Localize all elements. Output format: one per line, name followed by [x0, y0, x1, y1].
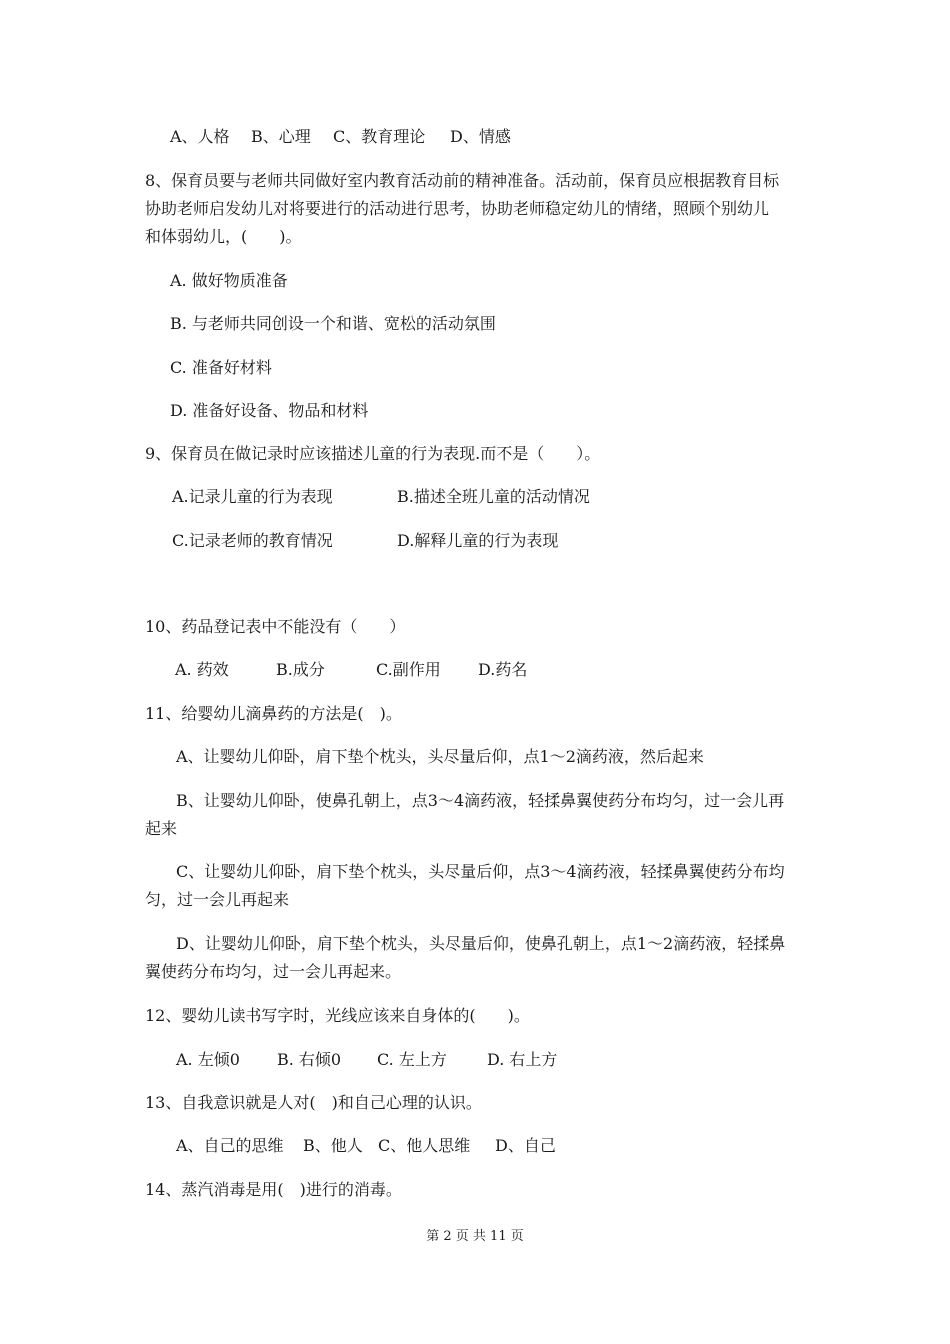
- q9-option-c: C.记录老师的教育情况: [172, 531, 333, 550]
- q13-option-c: C、他人思维: [378, 1136, 471, 1155]
- q13-option-d: D、自己: [495, 1136, 556, 1155]
- q7-option-c: C、教育理论: [333, 127, 426, 146]
- q12-option-c: C. 左上方: [377, 1050, 447, 1069]
- q11-option-c-line-1: C、让婴幼儿仰卧，肩下垫个枕头，头尽量后仰，点3～4滴药液，轻揉鼻翼使药分布均: [176, 862, 785, 881]
- q10-option-d: D.药名: [478, 660, 528, 679]
- q11-option-d-line-1: D、让婴幼儿仰卧，肩下垫个枕头，头尽量后仰，使鼻孔朝上，点1～2滴药液，轻揉鼻: [176, 934, 786, 953]
- q12-option-d: D. 右上方: [487, 1050, 558, 1069]
- q12-option-b: B. 右倾0: [277, 1050, 342, 1069]
- q8-stem-line-1: 8、保育员要与老师共同做好室内教育活动前的精神准备。活动前，保育员应根据教育目标: [145, 171, 780, 190]
- q12-stem: 12、婴幼儿读书写字时，光线应该来自身体的( )。: [145, 1006, 530, 1025]
- q13-stem: 13、自我意识就是人对( )和自己心理的认识。: [145, 1093, 482, 1112]
- q10-stem: 10、药品登记表中不能没有（ ）: [145, 617, 406, 636]
- page-footer: 第 2 页 共 11 页: [426, 1229, 524, 1244]
- q7-option-a: A、人格: [170, 127, 230, 146]
- q10-option-c: C.副作用: [376, 660, 441, 679]
- q9-option-a: A.记录儿童的行为表现: [172, 487, 333, 506]
- q8-stem-line-3: 和体弱幼儿，( )。: [145, 227, 302, 246]
- q11-option-c-line-2: 匀，过一会儿再起来: [145, 890, 290, 909]
- q12-option-a: A. 左倾0: [176, 1050, 240, 1069]
- q7-option-d: D、情感: [450, 127, 511, 146]
- q11-option-a: A、让婴幼儿仰卧，肩下垫个枕头，头尽量后仰，点1～2滴药液，然后起来: [176, 747, 704, 766]
- q13-option-b: B、他人: [303, 1136, 363, 1155]
- q8-option-c: C. 准备好材料: [170, 358, 272, 377]
- q8-option-b: B. 与老师共同创设一个和谐、宽松的活动氛围: [170, 314, 496, 333]
- q8-stem-line-2: 协助老师启发幼儿对将要进行的活动进行思考，协助老师稳定幼儿的情绪，照顾个别幼儿: [145, 199, 770, 218]
- q8-option-d: D. 准备好设备、物品和材料: [170, 401, 369, 420]
- q8-option-a: A. 做好物质准备: [170, 271, 288, 290]
- q10-option-b: B.成分: [276, 660, 325, 679]
- q9-stem: 9、保育员在做记录时应该描述儿童的行为表现.而不是（ ）。: [145, 444, 601, 463]
- q11-option-b-line-1: B、让婴幼儿仰卧，使鼻孔朝上，点3～4滴药液，轻揉鼻翼使药分布均匀，过一会儿再: [176, 791, 785, 810]
- q11-option-d-line-2: 翼使药分布均匀，过一会儿再起来。: [145, 962, 402, 981]
- q11-stem: 11、给婴幼儿滴鼻药的方法是( )。: [145, 704, 402, 723]
- q7-option-b: B、心理: [251, 127, 311, 146]
- q9-option-d: D.解释儿童的行为表现: [397, 531, 559, 550]
- q11-option-b-line-2: 起来: [145, 819, 178, 838]
- q9-option-b: B.描述全班儿童的活动情况: [397, 487, 590, 506]
- q10-option-a: A. 药效: [175, 660, 229, 679]
- q13-option-a: A、自己的思维: [176, 1136, 284, 1155]
- q14-stem: 14、蒸汽消毒是用( )进行的消毒。: [145, 1180, 402, 1199]
